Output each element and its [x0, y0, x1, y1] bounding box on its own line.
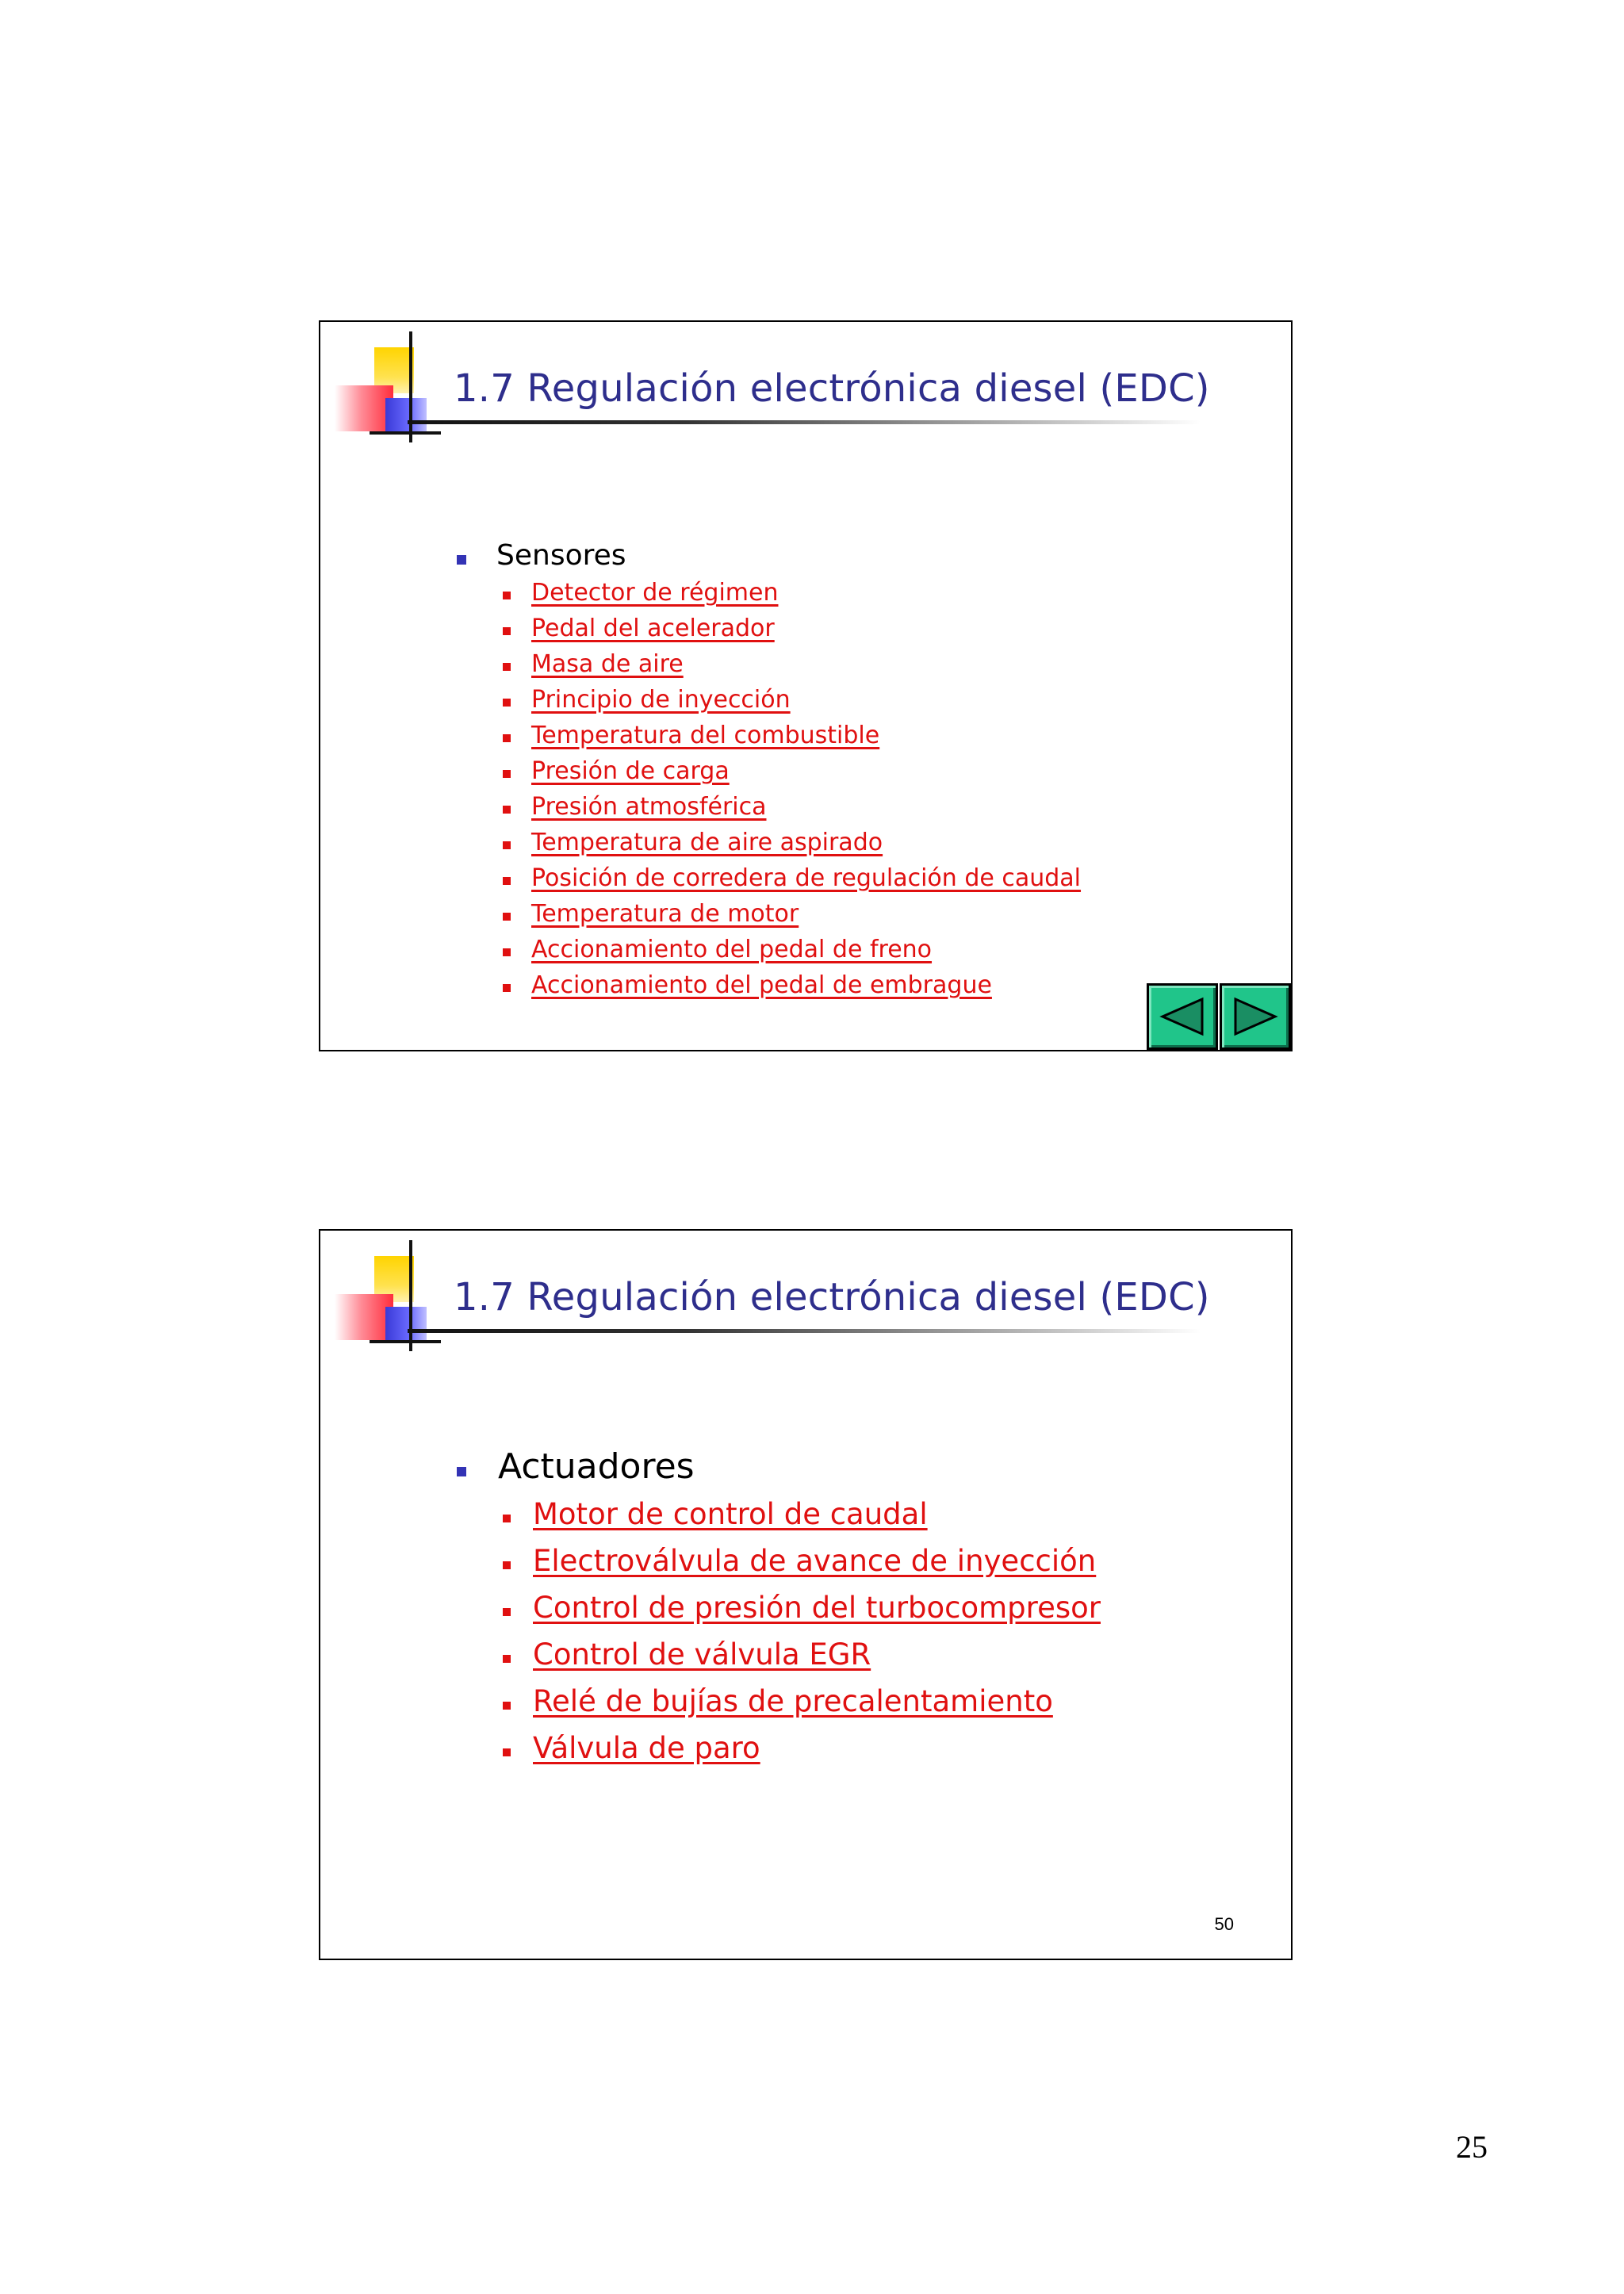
square-bullet-icon [503, 1702, 511, 1710]
sensor-link[interactable]: Temperatura del combustible [531, 722, 880, 749]
triangle-left-icon [1158, 996, 1207, 1037]
square-bullet-icon [503, 770, 511, 778]
title-decoration [330, 331, 441, 442]
square-bullet-icon [503, 1608, 511, 1616]
square-bullet-icon [503, 1748, 511, 1756]
actuator-link[interactable]: Válvula de paro [533, 1731, 760, 1765]
sensor-link[interactable]: Presión atmosférica [531, 793, 767, 821]
title-underline [408, 1329, 1201, 1333]
square-bullet-icon [503, 627, 511, 635]
actuator-link[interactable]: Control de válvula EGR [533, 1637, 871, 1672]
sensor-link[interactable]: Pedal del acelerador [531, 615, 775, 642]
square-bullet-icon [503, 877, 511, 885]
section-label: Actuadores [498, 1446, 695, 1487]
square-bullet-icon [503, 806, 511, 814]
square-bullet-icon [503, 984, 511, 992]
slide-sensores [319, 320, 1293, 1051]
slide-title: 1.7 Regulación electrónica diesel (EDC) [454, 366, 1210, 411]
sensor-link[interactable]: Presión de carga [531, 757, 730, 785]
slide-number: 50 [1214, 1914, 1234, 1934]
sensor-link[interactable]: Posición de corredera de regulación de caudal [531, 864, 1082, 892]
triangle-right-icon [1231, 996, 1280, 1037]
slide-title: 1.7 Regulación electrónica diesel (EDC) [454, 1275, 1210, 1319]
sensor-link[interactable]: Principio de inyección [531, 686, 791, 714]
previous-slide-button[interactable] [1147, 983, 1218, 1050]
actuator-link[interactable]: Motor de control de caudal [533, 1497, 928, 1531]
title-underline [408, 420, 1201, 424]
actuator-link[interactable]: Relé de bujías de precalentamiento [533, 1684, 1053, 1718]
square-bullet-icon [503, 699, 511, 707]
sensor-link[interactable]: Masa de aire [531, 650, 684, 678]
title-decoration [330, 1240, 441, 1351]
square-bullet-icon [503, 1655, 511, 1663]
square-bullet-icon [457, 1467, 466, 1476]
sensor-link[interactable]: Accionamiento del pedal de freno [531, 936, 933, 963]
sensor-link[interactable]: Accionamiento del pedal de embrague [531, 971, 992, 999]
actuator-link[interactable]: Electroválvula de avance de inyección [533, 1544, 1097, 1578]
square-bullet-icon [503, 841, 511, 849]
sensor-link[interactable]: Detector de régimen [531, 579, 779, 607]
section-label: Sensores [496, 539, 626, 572]
square-bullet-icon [503, 663, 511, 671]
sensor-link[interactable]: Temperatura de motor [531, 900, 799, 928]
sensor-link[interactable]: Temperatura de aire aspirado [531, 829, 883, 856]
square-bullet-icon [503, 1561, 511, 1569]
square-bullet-icon [503, 913, 511, 921]
square-bullet-icon [457, 555, 466, 565]
next-slide-button[interactable] [1220, 983, 1291, 1050]
square-bullet-icon [503, 592, 511, 599]
actuator-link[interactable]: Control de presión del turbocompresor [533, 1591, 1101, 1625]
slide-navigation [1145, 983, 1291, 1050]
square-bullet-icon [503, 734, 511, 742]
square-bullet-icon [503, 948, 511, 956]
square-bullet-icon [503, 1515, 511, 1522]
page-number: 25 [1456, 2129, 1488, 2165]
slide-actuadores [319, 1229, 1293, 1960]
